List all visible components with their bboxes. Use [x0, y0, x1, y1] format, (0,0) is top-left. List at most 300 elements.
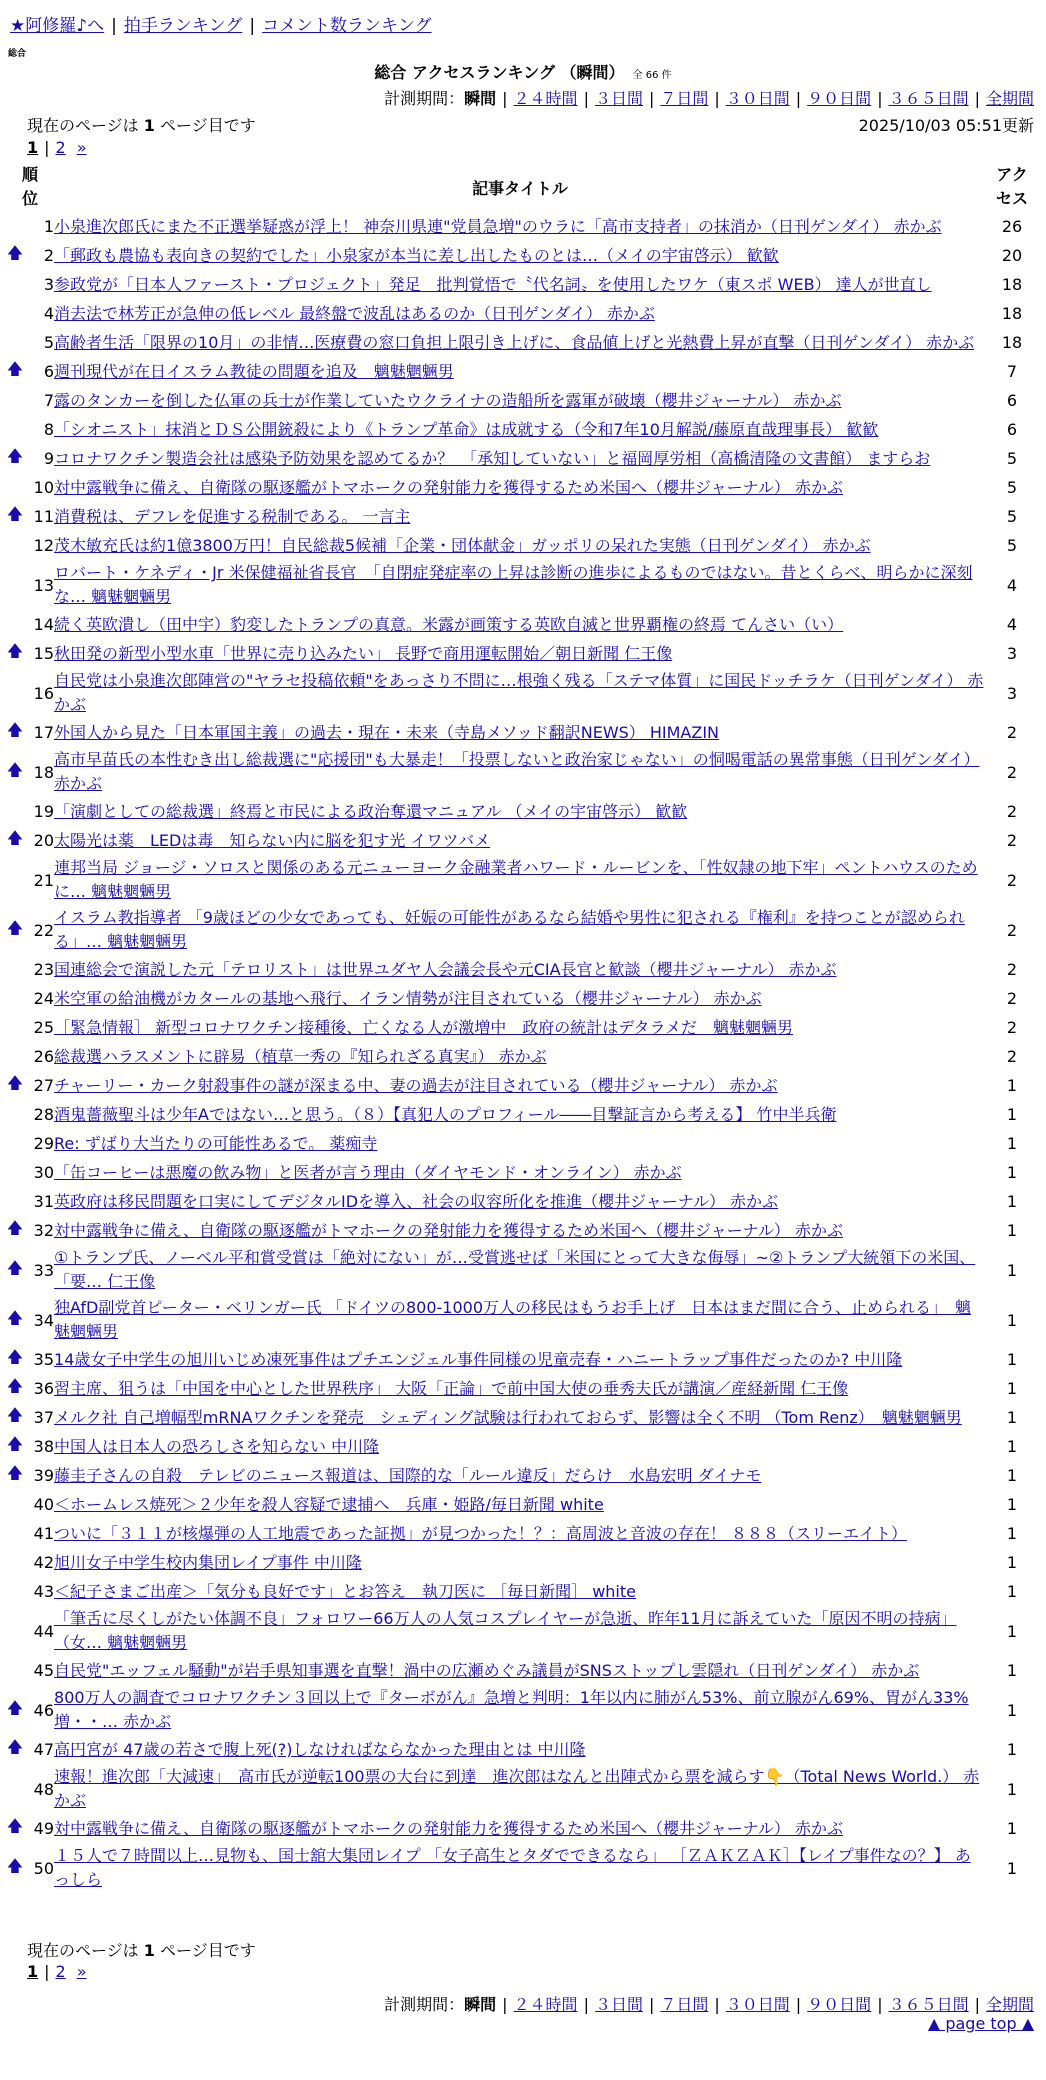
ranking-row — [6, 1764, 1038, 1814]
page-info-bottom — [27, 1938, 256, 1961]
access-count: 4 — [1006, 575, 1018, 595]
article-title-link[interactable]: 参政党が「日本人ファースト・プロジェクト」発足 批判覚悟で〝代名詞〟を使用したワケ（東スポ WEB） 達人が世直し — [54, 274, 932, 294]
rank-number: 45 — [33, 1661, 55, 1680]
article-title-link[interactable]: Re: ずばり大当たりの可能性あるで。 薬痴寺 — [54, 1133, 378, 1153]
rank-number: 37 — [33, 1408, 55, 1427]
pager-separator: | — [44, 1962, 50, 1981]
period-option-link[interactable]: ９０日間 — [807, 1995, 872, 2014]
article-title-cell — [54, 1374, 986, 1403]
page-top-link[interactable]: ▲ page top ▲ — [927, 2014, 1034, 2033]
article-title-cell — [54, 386, 986, 415]
ranking-row — [6, 1432, 1038, 1461]
ranking-row — [6, 855, 1038, 905]
article-title-link[interactable]: 消去法で林芳正が急伸の低レベル 最終盤で波乱はあるのか（日刊ゲンダイ） 赤かぶ — [54, 303, 655, 323]
article-title-link[interactable]: 小泉進次郎氏にまた不正選挙疑惑が浮上！ 神奈川県連"党員急増"のウラに「高市支持者」の抹消か（日刊ゲンダイ） 赤かぶ — [54, 216, 942, 236]
article-title-cell — [54, 299, 986, 328]
rank-number: 20 — [33, 831, 55, 850]
period-option-link[interactable]: ３０日間 — [725, 89, 790, 108]
rank-number: 21 — [33, 870, 55, 890]
ranking-row — [6, 1129, 1038, 1158]
period-separator: | — [648, 89, 655, 108]
rank-number: 17 — [33, 723, 55, 742]
access-count: 5 — [1006, 478, 1018, 497]
ranking-row — [6, 1843, 1038, 1893]
rank-up-cell — [6, 718, 24, 747]
ranking-title: 総合 アクセスランキング （瞬間） — [374, 63, 625, 82]
period-option-link[interactable]: ２４時間 — [513, 89, 578, 108]
ranking-row — [6, 639, 1038, 668]
rank-number: 15 — [33, 644, 55, 663]
article-title-cell — [54, 241, 986, 270]
ranking-row — [6, 1071, 1038, 1100]
page-info-suffix: ページ目です — [160, 116, 256, 135]
access-count: 1 — [1006, 1661, 1018, 1680]
period-separator: | — [583, 1995, 589, 2014]
article-title-cell — [54, 905, 986, 955]
ranking-table-body — [6, 212, 1038, 1893]
rank-number: 35 — [33, 1350, 55, 1369]
article-title-cell — [54, 1814, 986, 1843]
page-info-number: 1 — [143, 1941, 155, 1960]
ranking-row — [6, 1461, 1038, 1490]
ranking-row — [6, 826, 1038, 855]
category-label: 総合 — [8, 49, 27, 59]
up-arrow-icon: 🡅 — [6, 917, 24, 937]
ranking-row — [6, 1403, 1038, 1432]
rank-up-cell — [6, 1656, 24, 1685]
rank-up-cell — [6, 502, 24, 531]
article-title-link[interactable]: コロナワクチン製造会社は感染予防効果を認めてるか？ 「承知していない」と福岡厚労相（高橋清隆の文書館） ますらお — [54, 448, 931, 468]
article-title-cell — [54, 955, 986, 984]
access-count: 1 — [1006, 1350, 1018, 1369]
rank-up-cell — [6, 270, 24, 299]
access-count: 1 — [1006, 1495, 1018, 1514]
page-info-number: 1 — [143, 116, 155, 135]
rank-number: 39 — [33, 1466, 55, 1485]
ranking-row — [6, 905, 1038, 955]
article-title-link[interactable]: 高円宮が 47歳の若さで腹上死(?)しなければならなかった理由とは 中川隆 — [54, 1739, 586, 1759]
page-info-prefix: 現在のページは — [27, 116, 139, 135]
period-separator: | — [648, 1995, 655, 2014]
rank-up-cell — [6, 212, 24, 241]
article-title-link[interactable]: 「缶コーヒーは悪魔の飲み物」と医者が言う理由（ダイヤモンド・オンライン） 赤かぶ — [54, 1162, 682, 1182]
article-title-link[interactable]: ロバート・ケネディ・Jr 米保健福祉省長官 「自閉症発症率の上昇は診断の進歩によるものではない。昔とくらべ、明らかに深刻な… 魑魅魍魎男 — [54, 563, 973, 606]
rank-number: 11 — [33, 507, 55, 526]
ranking-row — [6, 328, 1038, 357]
rank-number: 32 — [33, 1221, 55, 1240]
article-title-link[interactable]: 自民党は小泉進次郎陣営の"ヤラセ投稿依頼"をあっさり不問に…根強く残る「ステマ体質」に国民ドッチラケ（日刊ゲンダイ） 赤かぶ — [54, 671, 984, 714]
period-option-link[interactable]: 全期間 — [985, 1995, 1034, 2014]
rank-number: 7 — [43, 391, 55, 410]
rank-number: 5 — [43, 333, 55, 352]
period-option-link[interactable]: ２４時間 — [513, 1995, 578, 2014]
rank-number: 47 — [33, 1740, 55, 1759]
article-title-cell — [54, 1843, 986, 1893]
article-title-cell — [54, 1129, 986, 1158]
rank-up-cell — [6, 668, 24, 718]
period-option-link[interactable]: ７日間 — [660, 89, 709, 108]
article-title-link[interactable]: 自民党"エッフェル騒動"が岩手県知事選を直撃！渦中の広瀬めぐみ議員がSNSストップし雲隠れ（日刊ゲンダイ） 赤かぶ — [54, 1660, 920, 1680]
rank-up-cell — [6, 1519, 24, 1548]
article-title-cell — [54, 1461, 986, 1490]
article-title-cell — [54, 1042, 986, 1071]
access-count: 1 — [1006, 1134, 1018, 1153]
access-count: 18 — [1001, 275, 1023, 294]
rank-number: 31 — [33, 1192, 55, 1211]
period-option-link[interactable]: ７日間 — [660, 1995, 709, 2014]
article-title-cell — [54, 531, 986, 560]
rank-up-cell — [6, 1461, 24, 1490]
ranking-row — [6, 1245, 1038, 1295]
article-title-cell — [54, 473, 986, 502]
ranking-row — [6, 955, 1038, 984]
rank-up-cell — [6, 1432, 24, 1461]
rank-number: 27 — [33, 1076, 55, 1095]
article-title-link[interactable]: 高齢者生活「限界の10月」の非情…医療費の窓口負担上限引き上げに、食品値上げと光熱費上昇が直撃（日刊ゲンダイ） 赤かぶ — [54, 332, 975, 352]
access-count: 6 — [1006, 391, 1018, 410]
rank-number: 43 — [33, 1582, 55, 1601]
up-arrow-icon: 🡅 — [6, 1855, 24, 1875]
rank-up-cell — [6, 639, 24, 668]
period-label: 計測期間： — [384, 1995, 465, 2014]
ranking-row — [6, 1519, 1038, 1548]
article-title-cell — [54, 444, 986, 473]
article-title-link[interactable]: ①トランプ氏、ノーベル平和賞受賞は「絶対にない」が…受賞逃せば「米国にとって大きな侮辱」~②トランプ大統領下の米国、「要… 仁王像 — [54, 1248, 976, 1291]
rank-up-cell — [6, 1295, 24, 1345]
rank-up-cell — [6, 955, 24, 984]
ranking-row — [6, 984, 1038, 1013]
ranking-row — [6, 502, 1038, 531]
access-count: 1 — [1006, 1163, 1018, 1182]
up-arrow-icon: 🡅 — [6, 1347, 24, 1366]
up-arrow-icon: 🡅 — [6, 828, 24, 847]
article-title-link[interactable]: 高市早苗氏の本性むき出し総裁選に"応援団"も大暴走！「投票しないと政治家じゃない」の恫喝電話の異常事態（日刊ゲンダイ） 赤かぶ — [54, 750, 980, 793]
article-title-link[interactable]: 露のタンカーを倒した仏軍の兵士が作業していたウクライナの造船所を露軍が破壊（櫻井ジャーナル） 赤かぶ — [54, 390, 842, 410]
period-separator: | — [877, 1995, 883, 2014]
access-count: 1 — [1006, 1408, 1018, 1427]
rank-up-cell — [6, 1374, 24, 1403]
article-title-cell — [54, 1216, 986, 1245]
article-title-link[interactable]: 総裁選ハラスメントに辟易（植草一秀の『知られざる真実』） 赤かぶ — [54, 1046, 547, 1066]
ranking-row — [6, 212, 1038, 241]
rank-up-cell — [6, 1814, 24, 1843]
rank-column-header — [6, 162, 54, 212]
rank-number: 42 — [33, 1553, 55, 1572]
article-title-link[interactable]: 14歳女子中学生の旭川いじめ凍死事件はプチエンジェル事件同様の児童売春・ハニートラップ事件だったのか? 中川隆 — [54, 1349, 903, 1369]
ranking-title-line — [0, 60, 1046, 83]
top-nav — [10, 11, 432, 36]
article-title-link[interactable]: 習主席、狙うは「中国を中心とした世界秩序」 大阪「正論」で前中国大使の垂秀夫氏が講演／産経新聞 仁王像 — [54, 1378, 849, 1398]
ranking-row — [6, 668, 1038, 718]
article-title-cell — [54, 1013, 986, 1042]
rank-number: 2 — [43, 246, 55, 265]
pager-next-link[interactable]: » — [76, 1962, 87, 1981]
rank-number: 12 — [33, 536, 55, 555]
ranking-row — [6, 1158, 1038, 1187]
article-title-link[interactable]: イスラム教指導者 「9歳ほどの少女であっても、妊娠の可能性があるなら結婚や男性に犯される『権利』を持つことが認められる」… 魑魅魍魎男 — [54, 908, 965, 951]
rank-up-cell — [6, 1245, 24, 1295]
article-title-cell — [54, 855, 986, 905]
access-count: 2 — [1006, 1018, 1018, 1037]
article-title-cell — [54, 1490, 986, 1519]
total-count: 全 66 件 — [632, 70, 672, 81]
ranking-row — [6, 270, 1038, 299]
article-title-cell — [54, 1577, 986, 1606]
up-arrow-icon: 🡅 — [6, 1737, 24, 1756]
rank-up-cell — [6, 299, 24, 328]
rank-up-cell — [6, 1187, 24, 1216]
access-count: 2 — [1006, 831, 1018, 850]
up-arrow-icon: 🡅 — [6, 1434, 24, 1453]
rank-up-cell — [6, 1158, 24, 1187]
up-arrow-icon: 🡅 — [6, 720, 24, 739]
article-title-cell — [54, 668, 986, 718]
period-separator: | — [583, 89, 589, 108]
up-arrow-icon: 🡅 — [6, 1073, 24, 1092]
article-title-link[interactable]: 国連総会で演説した元「テロリスト」は世界ユダヤ人会議会長や元CIA長官と歓談（櫻井ジャーナル） 赤かぶ — [54, 959, 837, 979]
page-info-prefix: 現在のページは — [27, 1941, 139, 1960]
period-separator: | — [795, 1995, 802, 2014]
article-title-link[interactable]: 続く英欧潰し（田中宇）豹変したトランプの真意。米露が画策する英欧自滅と世界覇権の終焉 てんさい（い） — [54, 614, 844, 634]
article-title-link[interactable]: 茂木敏充氏は約1億3800万円！自民総裁5候補「企業・団体献金」ガッポリの呆れた実態（日刊ゲンダイ） 赤かぶ — [54, 535, 871, 555]
access-count: 1 — [1006, 1779, 1018, 1799]
rank-number: 36 — [33, 1379, 55, 1398]
article-title-cell — [54, 415, 986, 444]
rank-number: 48 — [33, 1779, 55, 1799]
rank-number: 26 — [33, 1047, 55, 1066]
article-title-link[interactable]: 秋田発の新型小型水車「世界に売り込みたい」 長野で商用運転開始／朝日新聞 仁王像 — [54, 643, 673, 663]
article-title-link[interactable]: 外国人から見た「日本軍国主義」の過去・現在・未来（寺島メソッド翻訳NEWS） HIMAZIN — [54, 722, 720, 742]
article-title-cell — [54, 1656, 986, 1685]
ranking-row — [6, 718, 1038, 747]
up-arrow-icon: 🡅 — [6, 1405, 24, 1424]
rank-up-cell — [6, 531, 24, 560]
rank-up-cell — [6, 1548, 24, 1577]
article-title-link[interactable]: 太陽光は薬 LEDは毒 知らない内に脳を犯す光 イワツバメ — [54, 830, 491, 850]
rank-number: 38 — [33, 1437, 55, 1456]
article-title-link[interactable]: ＜紀子さまご出産＞「気分も良好です」とお答え 執刀医に ［毎日新聞］ white — [54, 1581, 636, 1601]
access-count: 2 — [1006, 960, 1018, 979]
article-title-link[interactable]: 藤圭子さんの自殺 テレビのニュース報道は、国際的な「ルール違反」だらけ 水島宏明 ダイナモ — [54, 1465, 762, 1485]
article-title-link[interactable]: 速報！進次郎「大減速」 高市氏が逆転100票の大台に到達 進次郎はなんと出陣式から票を減らす👇（Total News World.） 赤かぶ — [54, 1767, 980, 1810]
rank-up-cell — [6, 1403, 24, 1432]
article-title-link[interactable]: 旭川女子中学生校内集団レイプ事件 中川隆 — [54, 1552, 362, 1572]
ranking-row — [6, 357, 1038, 386]
ranking-row — [6, 1216, 1038, 1245]
up-arrow-icon: 🡅 — [6, 1257, 24, 1277]
rank-up-cell — [6, 1345, 24, 1374]
ranking-row — [6, 241, 1038, 270]
rank-number: 10 — [33, 478, 55, 497]
rank-number: 24 — [33, 989, 55, 1008]
rank-number: 40 — [33, 1495, 55, 1514]
article-title-link[interactable]: 酒鬼薔薇聖斗は少年Aではない…と思う。（８）【真犯人のプロフィール――目撃証言から考える】 竹中半兵衛 — [54, 1104, 837, 1124]
article-title-link[interactable]: 連邦当局 ジョージ・ソロスと関係のある元ニューヨーク金融業者ハワード・ルービンを、「性奴隷の地下牢」ペントハウスのために… 魑魅魍魎男 — [54, 858, 978, 901]
top-nav-link-applause-ranking[interactable]: 拍手ランキング — [123, 16, 243, 36]
rank-number: 16 — [33, 683, 55, 703]
rank-up-cell — [6, 444, 24, 473]
period-separator: | — [974, 89, 980, 108]
pager-page-link[interactable]: 2 — [55, 138, 66, 157]
up-arrow-icon: 🡅 — [6, 359, 24, 378]
ranking-row — [6, 1656, 1038, 1685]
article-title-link[interactable]: ＜ホームレス焼死＞２少年を殺人容疑で逮捕へ 兵庫・姫路/毎日新聞 white — [54, 1494, 604, 1514]
period-option-current: 瞬間 — [464, 89, 497, 108]
rank-number: 19 — [33, 802, 55, 821]
rank-number: 44 — [33, 1621, 55, 1641]
access-count: 1 — [1006, 1466, 1018, 1485]
article-title-cell — [54, 1245, 986, 1295]
article-title-link[interactable]: 「演劇としての総裁選」終焉と市民による政治奪還マニュアル （メイの宇宙啓示） 歓歓 — [54, 801, 688, 821]
period-option-link[interactable]: ３０日間 — [725, 1995, 790, 2014]
article-title-link[interactable]: 消費税は、デフレを促進する税制である。 一言主 — [54, 506, 411, 526]
article-title-link[interactable]: 中国人は日本人の恐ろしさを知らない 中川隆 — [54, 1436, 380, 1456]
rank-up-cell — [6, 1042, 24, 1071]
article-title-cell — [54, 1158, 986, 1187]
ranking-row — [6, 1814, 1038, 1843]
article-title-link[interactable]: 週刊現代が在日イスラム教徒の問題を追及 魑魅魍魎男 — [54, 361, 454, 381]
article-title-link[interactable]: 対中露戦争に備え、自衛隊の駆逐艦がトマホークの発射能力を獲得するため米国へ（櫻井ジャーナル） 赤かぶ — [54, 1220, 843, 1240]
article-title-cell — [54, 797, 986, 826]
rank-number: 14 — [33, 615, 55, 634]
rank-up-cell — [6, 797, 24, 826]
article-title-cell — [54, 502, 986, 531]
article-title-link[interactable]: １５人で７時間以上…見物も、国士舘大集団レイプ 「女子高生とタダでできるなら」 ［ＺＡＫＺＡＫ］【レイプ事件なの？】 あっしら — [54, 1846, 971, 1889]
rank-number: 28 — [33, 1105, 55, 1124]
rank-number: 33 — [33, 1260, 55, 1280]
article-title-link[interactable]: 英政府は移民問題を口実にしてデジタルIDを導入、社会の収容所化を推進（櫻井ジャーナル） 赤かぶ — [54, 1191, 779, 1211]
rank-number: 22 — [33, 920, 55, 940]
article-title-link[interactable]: 「筆舌に尽くしがたい体調不良」フォロワー66万人の人気コスプレイヤーが急逝、昨年11月に訴えていた「原因不明の持病」（女… 魑魅魍魎男 — [54, 1609, 957, 1652]
rank-header-text: 順 位 — [22, 165, 39, 208]
top-nav-link-asyura[interactable]: ★阿修羅♪へ — [10, 16, 105, 36]
ranking-row — [6, 1295, 1038, 1345]
rank-up-cell — [6, 386, 24, 415]
period-option-link[interactable]: 全期間 — [985, 89, 1034, 108]
rank-up-cell — [6, 855, 24, 905]
ranking-row — [6, 386, 1038, 415]
article-title-link[interactable]: 独AfD副党首ピーター・ベリンガー氏 「ドイツの800-1000万人の移民はもうお手上げ 日本はまだ間に合う、止められる」 魑魅魍魎男 — [54, 1298, 972, 1341]
period-separator: | — [714, 89, 720, 108]
article-title-link[interactable]: ［緊急情報］ 新型コロナワクチン接種後、亡くなる人が激増中 政府の統計はデタラメだ 魑魅魍魎男 — [54, 1017, 794, 1037]
article-title-cell — [54, 1403, 986, 1432]
rank-up-cell — [6, 415, 24, 444]
rank-up-cell — [6, 1606, 24, 1656]
up-arrow-icon: 🡅 — [6, 1307, 24, 1327]
rank-number: 1 — [43, 217, 55, 236]
access-count: 2 — [1006, 989, 1018, 1008]
pager-current-page: 1 — [27, 138, 39, 157]
rank-up-cell — [6, 241, 24, 270]
pager-top — [27, 138, 87, 157]
article-title-cell — [54, 1519, 986, 1548]
period-option-link[interactable]: ３日間 — [594, 89, 643, 108]
top-nav-link-comment-ranking[interactable]: コメント数ランキング — [262, 16, 432, 36]
access-count: 1 — [1006, 1310, 1018, 1330]
access-count: 1 — [1006, 1105, 1018, 1124]
article-title-link[interactable]: 「シオニスト」抹消とＤＳ公開銃殺により《トランプ革命》は成就する（令和7年10月解説/藤原直哉理事長） 歓歓 — [54, 419, 879, 439]
article-title-cell — [54, 1100, 986, 1129]
article-title-link[interactable]: 対中露戦争に備え、自衛隊の駆逐艦がトマホークの発射能力を獲得するため米国へ（櫻井ジャーナル） 赤かぶ — [54, 1818, 843, 1838]
article-title-link[interactable]: 米空軍の給油機がカタールの基地へ飛行、イラン情勢が注目されている（櫻井ジャーナル） 赤かぶ — [54, 988, 762, 1008]
period-selector-top — [384, 86, 1034, 109]
period-option-link[interactable]: ３日間 — [594, 1995, 643, 2014]
ranking-row — [6, 610, 1038, 639]
article-title-link[interactable]: チャーリー・カーク射殺事件の謎が深まる中、妻の過去が注目されている（櫻井ジャーナル） 赤かぶ — [54, 1075, 778, 1095]
rank-number: 8 — [43, 420, 55, 439]
rank-number: 46 — [33, 1700, 55, 1720]
article-title-cell — [54, 1071, 986, 1100]
rank-up-cell — [6, 1071, 24, 1100]
pager-page-link[interactable]: 2 — [55, 1962, 66, 1981]
article-title-cell — [54, 1764, 986, 1814]
period-separator: | — [877, 89, 883, 108]
rank-number: 30 — [33, 1163, 55, 1182]
article-title-link[interactable]: 対中露戦争に備え、自衛隊の駆逐艦がトマホークの発射能力を獲得するため米国へ（櫻井ジャーナル） 赤かぶ — [54, 477, 843, 497]
period-separator: | — [714, 1995, 720, 2014]
article-title-link[interactable]: メルク社 自己増幅型mRNAワクチンを発売 シェディング試験は行われておらず、影響は全く不明 （Tom Renz） 魑魅魍魎男 — [54, 1407, 962, 1427]
period-option-link[interactable]: ３６５日間 — [888, 89, 969, 108]
up-arrow-icon: 🡅 — [6, 641, 24, 660]
rank-number: 49 — [33, 1819, 55, 1838]
up-arrow-icon: 🡅 — [6, 1376, 24, 1395]
rank-number: 4 — [43, 304, 55, 323]
article-title-cell — [54, 270, 986, 299]
article-title-link[interactable]: 800万人の調査でコロナワクチン３回以上で『ターボがん』急増と判明：1年以内に肺がん53%、前立腺がん69%、胃がん33%増・・… 赤かぶ — [54, 1688, 969, 1731]
article-title-cell — [54, 1432, 986, 1461]
updated-timestamp: 2025/10/03 05:51更新 — [858, 116, 1034, 135]
ranking-row — [6, 1100, 1038, 1129]
page-top-link-wrap — [928, 2014, 1034, 2033]
access-count: 3 — [1006, 644, 1018, 663]
up-arrow-icon: 🡅 — [6, 243, 24, 262]
rank-up-cell — [6, 1764, 24, 1814]
access-count: 2 — [1006, 870, 1018, 890]
page-info-suffix: ページ目です — [160, 1941, 256, 1960]
article-title-cell — [54, 718, 986, 747]
article-title-cell — [54, 1685, 986, 1735]
access-count: 2 — [1006, 802, 1018, 821]
access-count: 1 — [1006, 1582, 1018, 1601]
ranking-row — [6, 415, 1038, 444]
article-title-cell — [54, 826, 986, 855]
access-count: 1 — [1006, 1260, 1018, 1280]
article-title-link[interactable]: ついに「３１１が核爆弾の人工地震であった証拠」が見つかった！？：高周波と音波の存在！ ８８８（スリーエイト） — [54, 1523, 907, 1543]
article-title-cell — [54, 1345, 986, 1374]
pager-next-link[interactable]: » — [76, 138, 87, 157]
rank-number: 3 — [43, 275, 55, 294]
period-separator: | — [502, 89, 508, 108]
article-title-link[interactable]: 「郵政も農協も表向きの契約でした」小泉家が本当に差し出したものとは…（メイの宇宙啓示） 歓歓 — [54, 245, 779, 265]
rank-up-cell — [6, 1735, 24, 1764]
article-title-cell — [54, 610, 986, 639]
rank-up-cell — [6, 1490, 24, 1519]
up-arrow-icon: 🡅 — [6, 759, 24, 779]
period-separator: | — [795, 89, 802, 108]
rank-up-cell — [6, 747, 24, 797]
period-option-link[interactable]: ３６５日間 — [888, 1995, 969, 2014]
access-count: 20 — [1001, 246, 1023, 265]
access-count: 2 — [1006, 723, 1018, 742]
ranking-row — [6, 747, 1038, 797]
period-option-link[interactable]: ９０日間 — [807, 89, 872, 108]
rank-number: 9 — [43, 449, 55, 468]
article-title-cell — [54, 639, 986, 668]
rank-number: 29 — [33, 1134, 55, 1153]
ranking-row — [6, 1013, 1038, 1042]
article-title-cell — [54, 212, 986, 241]
nav-separator: | — [249, 16, 256, 36]
